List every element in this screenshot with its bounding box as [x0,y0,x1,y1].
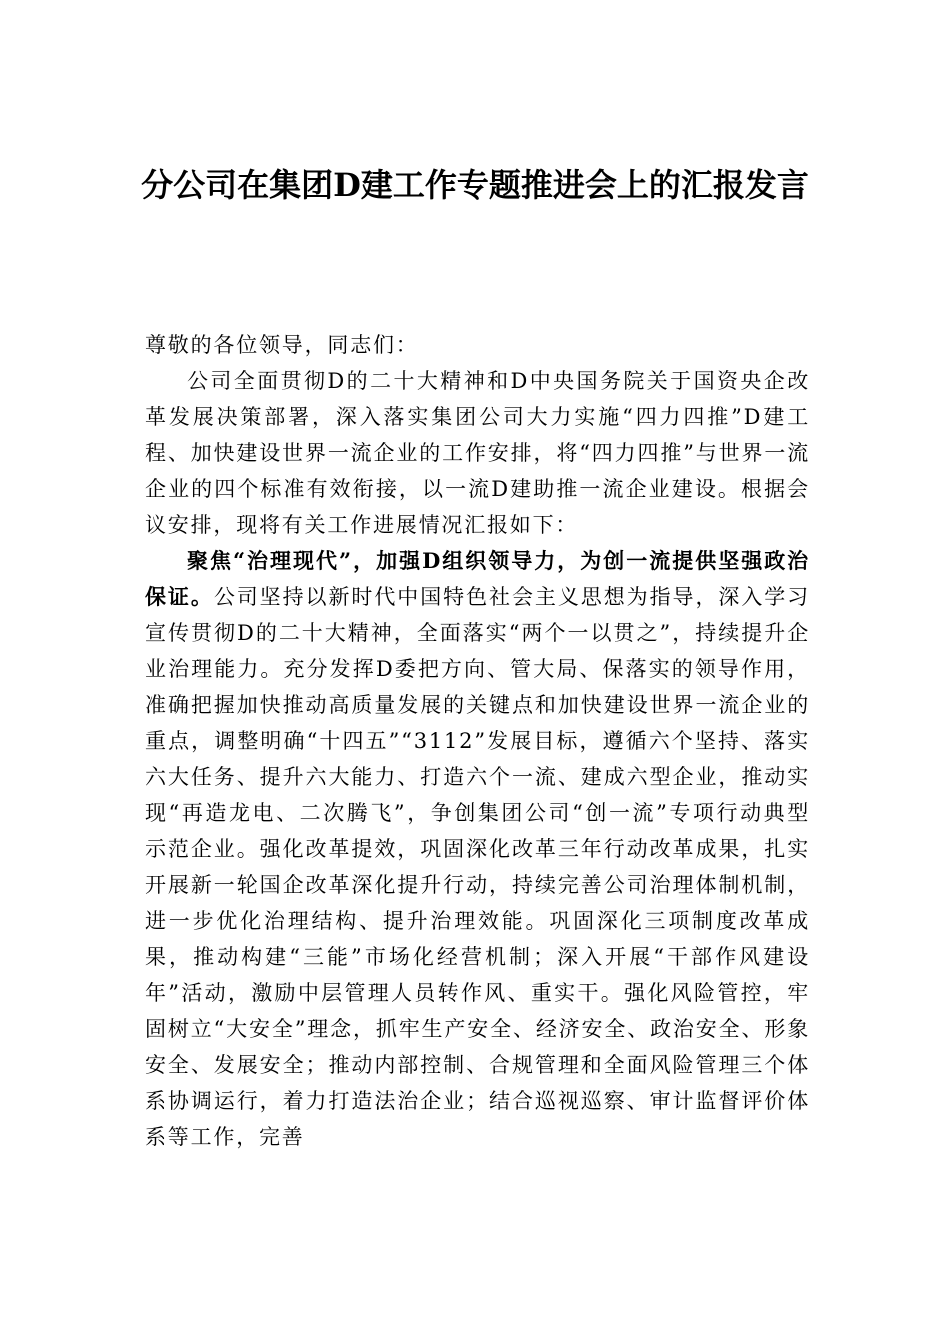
intro-paragraph: 公司全面贯彻D的二十大精神和D中央国务院关于国资央企改革发展决策部署，深入落实集团公司大力实施“四力四推”D建工程、加快建设世界一流企业的工作安排，将“四力四推”与世界一流企业的四个标准有效衔接，以一流D建助推一流企业建设。根据会议安排，现将有关工作进展情况汇报如下： [145,369,810,537]
salutation: 尊敬的各位领导，同志们： [145,333,419,357]
document-title: 分公司在集团D建工作专题推进会上的汇报发言 [141,166,809,204]
section-1-paragraph [145,543,810,1155]
section-1-heading: 聚焦“治理现代”，加强D组织领导力，为创一流提供坚强政治保证。 [145,548,810,609]
document-body [145,327,810,1155]
section-1-body: 公司坚持以新时代中国特色社会主义思想为指导，深入学习宣传贯彻D的二十大精神，全面落实“两个一以贯之”，持续提升企业治理能力。充分发挥D委把方向、管大局、保落实的领导作用，准确把握加快推动高质量发展的关键点和加快建设世界一流企业的重点，调整明确“十四五”“3112”发展目标，遵循六个坚持、落实六大任务、提升六大能力、打造六个一流、建成六型企业，推动实现“再造龙电、二次腾飞”，争创集团公司“创一流”专项行动典型示范企业。强化改革提效，巩固深化改革三年行动改革成果，扎实开展新一轮国企改革深化提升行动，持续完善公司治理体制机制，进一步优化治理结构、提升治理效能。巩固深化三项制度改革成果，推动构建“三能”市场化经营机制；深入开展“干部作风建设年”活动，激励中层管理人员转作风、重实干。强化风险管控，牢固树立“大安全”理念，抓牢生产安全、经济安全、政治安全、形象安全、发展安全；推动内部控制、合规管理和全面风险管理三个体系协调运行，着力打造法治企业；结合巡视巡察、审计监督评价体系等工作，完善 [145,585,810,1149]
